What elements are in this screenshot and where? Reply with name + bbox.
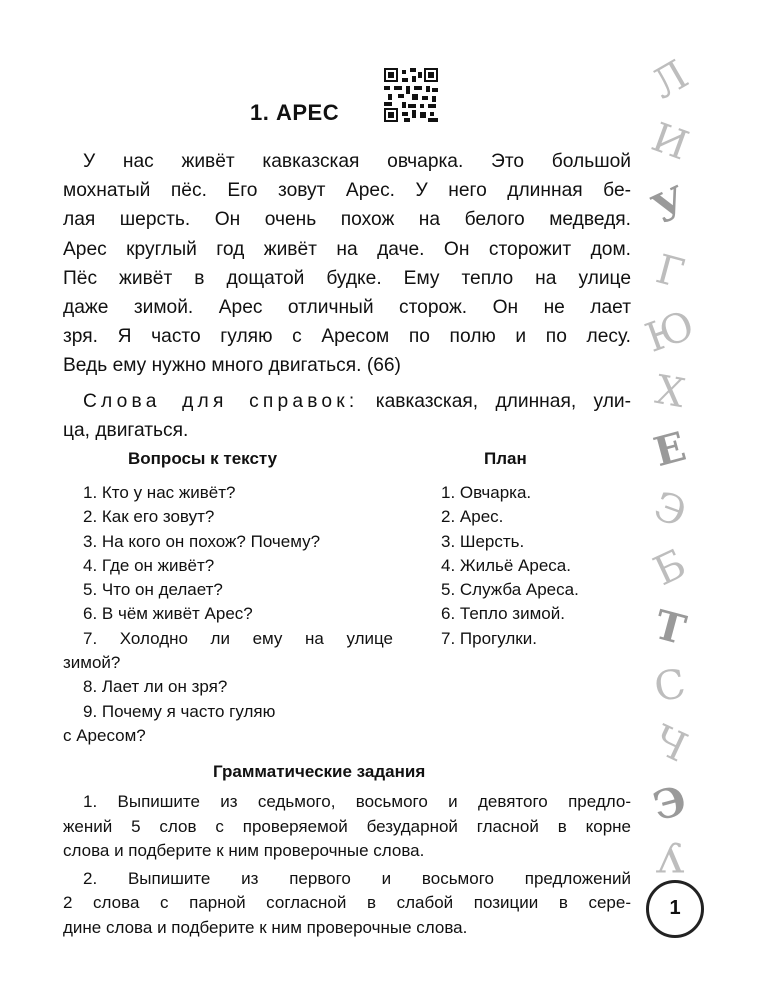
decorative-letter: Ю (639, 302, 701, 362)
story-line: Арес круглый год живёт на даче. Он сторожит дом. (63, 238, 631, 260)
qr-code-icon (384, 68, 438, 122)
story-line: Ведь ему нужно много двигаться. (66) (63, 355, 401, 377)
grammar-line: слова и подберите к ним проверочные слова. (63, 841, 425, 860)
question-item: 1. Кто у нас живёт? (83, 483, 236, 502)
question-item: 6. В чём живёт Арес? (83, 604, 253, 624)
story-line: мохнатый пёс. Его зовут Арес. У него длинная бе- (63, 180, 631, 202)
decorative-letter: Э (648, 776, 692, 831)
page-title: 1. АРЕС (250, 100, 340, 125)
story-line: даже зимой. Арес отличный сторож. Он не лает (63, 296, 631, 318)
decorative-letter: Э (647, 483, 693, 537)
decorative-letter: И (645, 114, 695, 170)
reference-words: кавказская, длинная, ули- (358, 390, 631, 412)
question-item: 9. Почему я часто гуляю (83, 701, 276, 721)
plan-item: 7. Прогулки. (441, 628, 537, 648)
plan-item: 1. Овчарка. (441, 483, 532, 502)
plan-item: 2. Арес. (441, 507, 504, 527)
plan-list (441, 481, 641, 651)
decorative-letter: У (655, 833, 685, 879)
question-item: зимой? (63, 653, 121, 673)
decorative-letter: Г (651, 246, 689, 298)
story-line: У нас живёт кавказская овчарка. Это большой (83, 151, 631, 172)
decorative-letter: Ч (646, 716, 694, 772)
grammar-line: 1. Выпишите из седьмого, восьмого и девятого предло- (83, 792, 631, 811)
decorative-letter: Х (651, 366, 689, 418)
question-item: 8. Лает ли он зря? (83, 677, 228, 697)
grammar-tasks (63, 790, 631, 940)
grammar-line: жений 5 слов с проверяемой безударной гласной в корне (63, 816, 631, 836)
question-item: с Аресом? (63, 725, 146, 745)
plan-item: 5. Служба Ареса. (441, 580, 579, 600)
questions-heading: Вопросы к тексту (128, 449, 278, 468)
reference-line (63, 387, 631, 416)
decorative-letter: Б (646, 540, 694, 596)
decorative-letter: Т (649, 600, 691, 655)
grammar-line: 2 слова с парной согласной в слабой позиции в сере- (63, 893, 631, 912)
plan-heading: План (484, 449, 527, 468)
story-line: лая шерсть. Он очень похож на белого медведя. (63, 209, 631, 231)
grammar-line: 2. Выпишите из первого и восьмого предложений (83, 868, 631, 888)
story-line: Пёс живёт в дощатой будке. Ему тепло на улице (63, 267, 631, 289)
decorative-letter: У (645, 177, 695, 234)
plan-item: 6. Тепло зимой. (441, 604, 565, 624)
question-item: 7. Холодно ли ему на улице (83, 628, 393, 648)
question-item: 2. Как его зовут? (83, 507, 215, 527)
question-item: 3. На кого он похож? Почему? (83, 531, 321, 551)
decorative-letter: Е (649, 422, 691, 477)
reference-label: Слова для справок: (83, 390, 359, 412)
decorative-letter: Л (644, 51, 696, 109)
grammar-heading: Грамматические задания (213, 762, 426, 781)
question-item: 5. Что он делает? (83, 580, 223, 600)
page-number: 1 (646, 880, 704, 938)
story-line: зря. Я часто гуляю с Аресом по полю и по лесу. (63, 326, 631, 348)
plan-item: 4. Жильё Ареса. (441, 555, 571, 575)
decorative-letter: С (650, 660, 690, 712)
questions-list (63, 481, 393, 748)
plan-item: 3. Шерсть. (441, 531, 525, 551)
story-text (63, 147, 631, 445)
reference-line: ца, двигаться. (63, 419, 189, 441)
grammar-line: дине слова и подберите к ним проверочные слова. (63, 917, 468, 937)
question-item: 4. Где он живёт? (83, 555, 215, 575)
